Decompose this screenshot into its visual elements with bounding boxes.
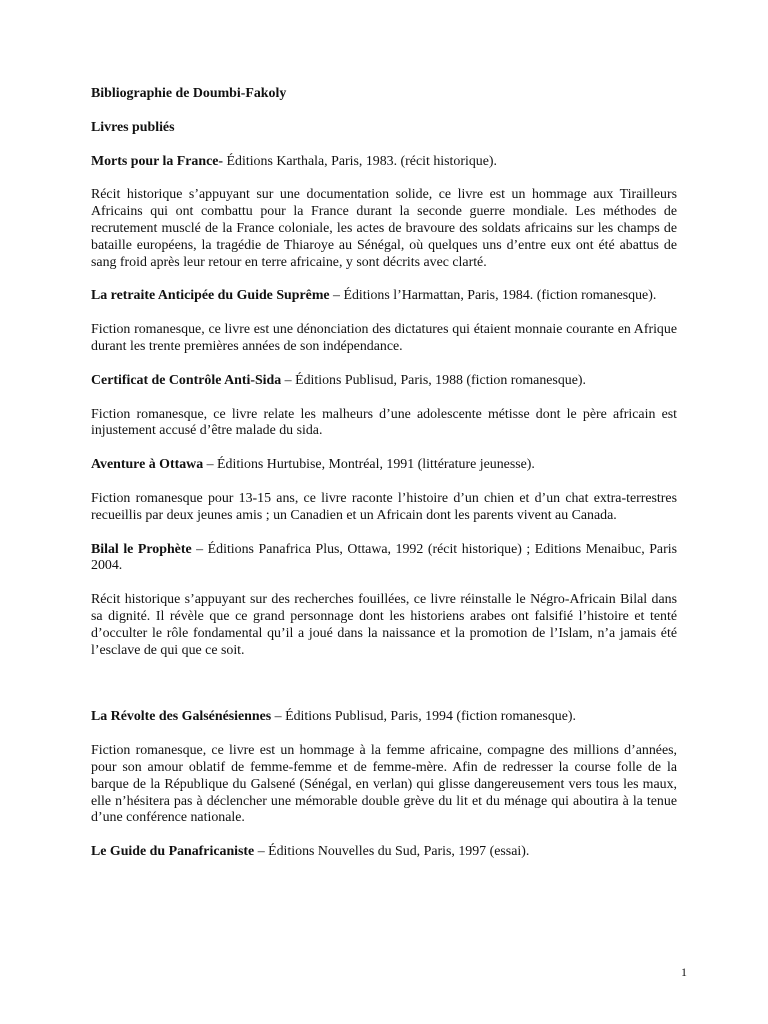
book-title-1: Morts pour la France-: [91, 153, 224, 169]
book-entry-7: [91, 844, 677, 861]
book-details-2: – Éditions l’Harmattan, Paris, 1984. (fiction romanesque).: [329, 288, 657, 304]
book-details-5: – Éditions Panafrica Plus, Ottawa, 1992 (récit historique) ; Editions Menaibuc, Paris 2004.: [91, 541, 677, 574]
document-title: Bibliographie de Doumbi-Fakoly: [91, 86, 287, 101]
book-entry-3: [91, 373, 677, 390]
book-description-1: Récit historique s’appuyant sur une documentation solide, ce livre est un hommage aux Tirailleurs Africains qui ont combattu pour la France durant la seconde guerre mondiale. Les méthodes de recrutement musclé de la France coloniale, les actes de bravoure des soldats africains sur les champs de bataille européens, la tragédie de Thiaroye au Sénégal, où quelques uns d’entre eux ont été abattus de sang froid après leur retour en terre africaine, y sont décrits avec clarté.: [91, 187, 677, 270]
book-title-2: La retraite Anticipée du Guide Suprême: [91, 288, 330, 304]
book-details-6: – Éditions Publisud, Paris, 1994 (fiction romanesque).: [271, 709, 576, 725]
book-entry-6: [91, 709, 677, 726]
book-details-7: – Éditions Nouvelles du Sud, Paris, 1997 (essai).: [254, 844, 530, 860]
book-description-6: Fiction romanesque, ce livre est un hommage à la femme africaine, compagne des millions d’années, pour son amour oblatif de femme-femme et de femme-mère. Afin de redresser la course folle de la barque de la République du Galsené (Sénégal, en verlan) qui glisse dangereusement vers tous les maux, elle n’hésitera pas à déclencher une mémorable double grève du lit et du ménage qui aboutira à la tenue d’une conférence nationale.: [91, 743, 677, 826]
book-details-4: – Éditions Hurtubise, Montréal, 1991 (littérature jeunesse).: [203, 457, 535, 473]
paragraph-spacer: [91, 676, 677, 709]
book-title-4: Aventure à Ottawa: [91, 457, 204, 473]
section-heading: Livres publiés: [91, 119, 175, 135]
book-description-5: Récit historique s’appuyant sur des recherches fouillées, ce livre réinstalle le Négro-Africain Bilal dans sa dignité. Il révèle que ce grand personnage dont les historiens arabes ont falsifié l’histoire et tenté d’occulter le rôle fondamental qu’il a joué dans la naissance et la promotion de l’Islam, n’a jamais été l’esclave de qui que ce soit.: [91, 592, 677, 658]
document-body: [91, 86, 677, 878]
book-entry-5: [91, 542, 677, 576]
book-title-5: Bilal le Prophète: [91, 541, 192, 557]
book-details-1: Éditions Karthala, Paris, 1983. (récit historique).: [223, 153, 497, 169]
book-title-6: La Révolte des Galsénésiennes: [91, 709, 272, 725]
page-number: 1: [681, 965, 687, 979]
book-title-7: Le Guide du Panafricaniste: [91, 844, 255, 860]
book-entry-1: [91, 154, 677, 171]
book-description-4: Fiction romanesque pour 13-15 ans, ce livre raconte l’histoire d’un chien et d’un chat extra-terrestres recueillis par deux jeunes amis ; un Canadien et un Africain dont les parents vivent au Canada.: [91, 490, 677, 523]
book-description-2: Fiction romanesque, ce livre est une dénonciation des dictatures qui étaient monnaie courante en Afrique durant les trente premières années de son indépendance.: [91, 322, 677, 354]
book-description-3: Fiction romanesque, ce livre relate les malheurs d’une adolescente métisse dont le père africain est injustement accusé d’être malade du sida.: [91, 406, 677, 439]
book-entry-4: [91, 457, 677, 474]
book-title-3: Certificat de Contrôle Anti-Sida: [91, 372, 282, 388]
book-entry-2: [91, 288, 677, 305]
book-details-3: – Éditions Publisud, Paris, 1988 (fiction romanesque).: [281, 372, 586, 388]
